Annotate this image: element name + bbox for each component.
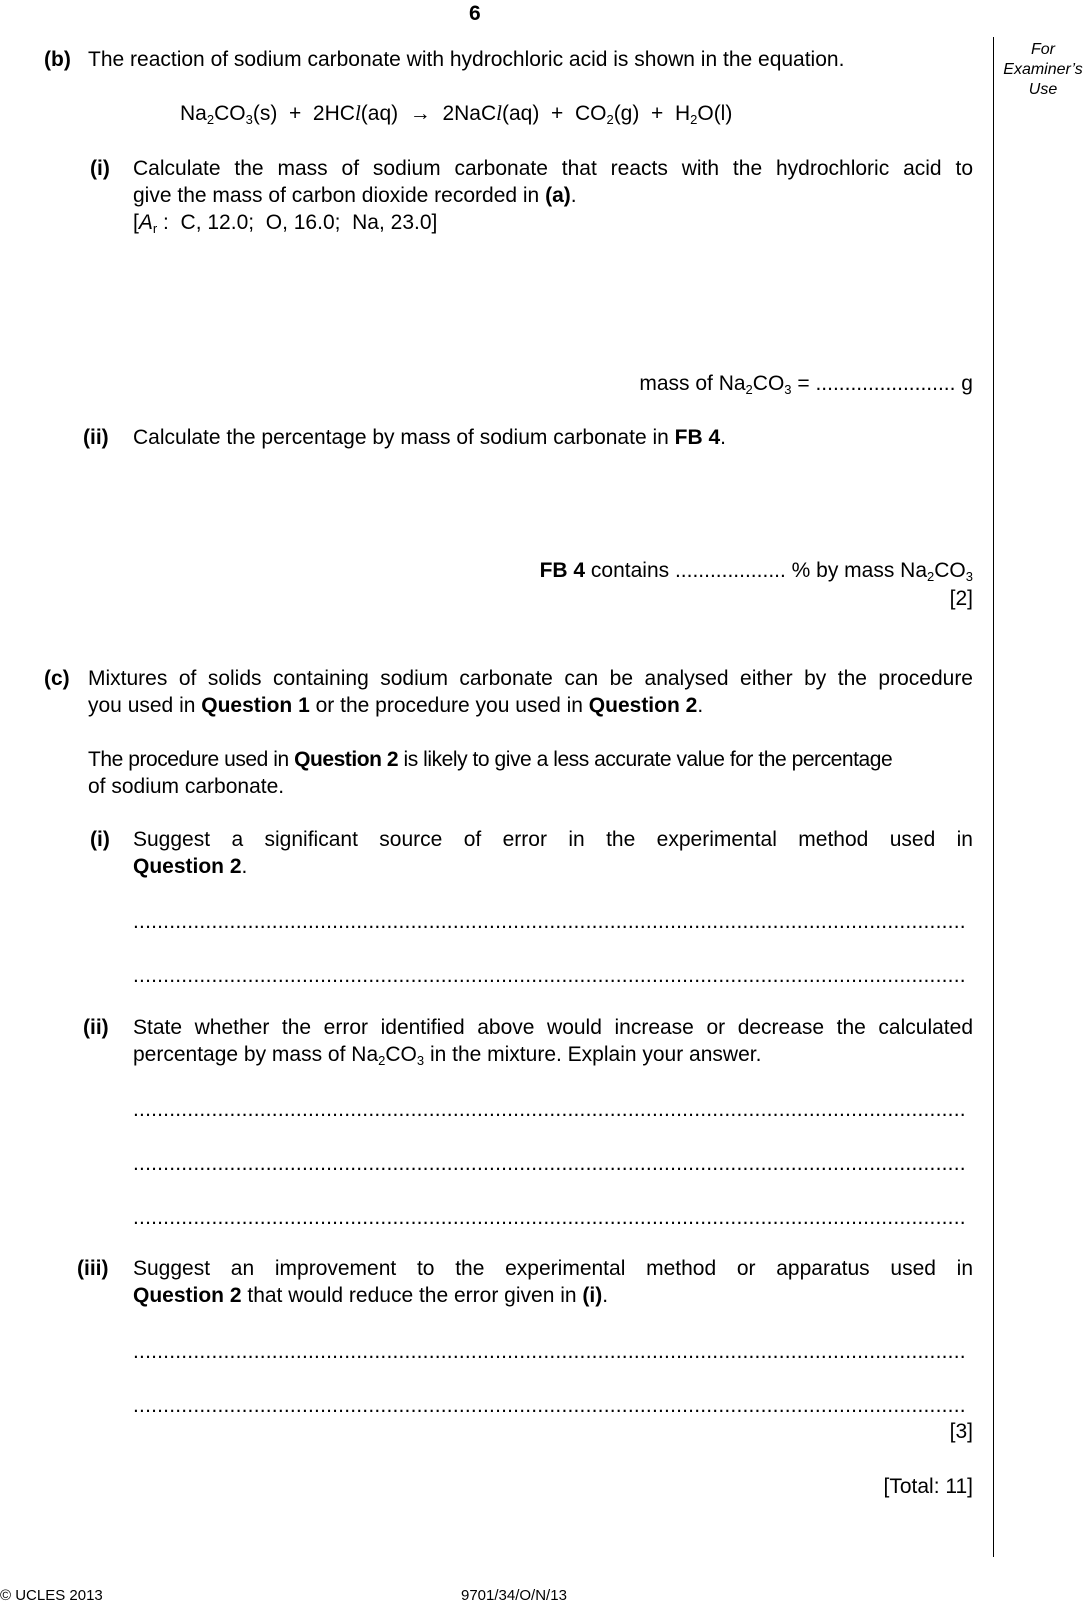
c-ii-answer-line-1[interactable]: ..........................................................................................................................................: [133, 1098, 966, 1121]
mass-answer-sub2: 3: [784, 382, 792, 397]
c-i-l2-b: .: [241, 855, 248, 878]
b-ii-text-bold: FB 4: [674, 426, 721, 449]
c-i-answer-line-1[interactable]: ..........................................................................................................................................: [133, 910, 966, 933]
c-p1-l2-bold1: Question 1: [201, 694, 310, 717]
c-ii-l2-b: CO: [385, 1043, 417, 1066]
part-b-i-line1: Calculate the mass of sodium carbonate that reacts with the hydrochloric acid to: [133, 157, 973, 180]
c-ii-answer-line-2[interactable]: ..........................................................................................................................................: [133, 1152, 966, 1175]
examiner-note-line3: Use: [1028, 81, 1058, 98]
b-ii-text-b: .: [720, 426, 727, 449]
question-total: [Total: 11]: [883, 1475, 973, 1498]
eq-t2: CO: [214, 102, 246, 125]
footer-copyright: © UCLES 2013: [0, 1587, 103, 1604]
part-b-intro: The reaction of sodium carbonate with hydrochloric acid is shown in the equation.: [88, 48, 845, 71]
pct-answer-sub1: 2: [927, 569, 935, 584]
part-c-i-label: (i): [90, 828, 110, 851]
eq-t6: (g) + H: [613, 102, 691, 125]
ar-open: [: [133, 211, 139, 234]
relative-atomic-masses: [133, 209, 437, 237]
footer-paper-code: 9701/34/O/N/13: [461, 1587, 567, 1604]
part-c-iii-label: (iii): [77, 1257, 109, 1280]
part-c-p1-line1: Mixtures of solids containing sodium carbonate can be analysed either by the procedure: [88, 667, 973, 690]
mass-answer-sub1: 2: [745, 382, 753, 397]
c-iii-l2-b: that would reduce the error given in: [241, 1284, 583, 1307]
c-p2-l1-b: is likely to give a less accurate value for the percentage: [398, 748, 893, 771]
part-c-ii-line2: [133, 1041, 761, 1069]
part-c-iii-line1: Suggest an improvement to the experimental method or apparatus used in: [133, 1257, 973, 1280]
reaction-equation: [180, 99, 732, 128]
eq-s3: 2: [606, 112, 614, 127]
examiner-use-note: [998, 40, 1088, 100]
pct-answer-a: contains ................... % by mass Na: [585, 559, 928, 582]
mass-answer-b: CO: [752, 372, 785, 395]
eq-t7: O(l): [697, 102, 733, 125]
part-b-i-label: (i): [90, 157, 110, 180]
part-c-label: (c): [44, 667, 70, 690]
part-b-i-line2: [133, 182, 577, 210]
c-ii-l2-c: in the mixture. Explain your answer.: [424, 1043, 762, 1066]
part-b-ii-label: (ii): [83, 426, 109, 449]
eq-ell2: l: [496, 101, 502, 125]
b-i-line2-b: .: [570, 184, 577, 207]
eq-t5: (aq) + CO: [502, 102, 607, 125]
eq-s2: 3: [245, 112, 253, 127]
c-ii-answer-line-3[interactable]: ..........................................................................................................................................: [133, 1206, 966, 1229]
pct-answer-b: CO: [934, 559, 966, 582]
c-iii-answer-line-2[interactable]: ..........................................................................................................................................: [133, 1394, 966, 1417]
part-c-i-line1: Suggest a significant source of error in the experimental method used in: [133, 828, 973, 851]
mass-answer-a: mass of Na: [639, 372, 746, 395]
part-c-ii-label: (ii): [83, 1016, 109, 1039]
part-b-marks: [2]: [949, 587, 973, 610]
examiner-margin-rule: [993, 37, 994, 1557]
part-b-ii-text: [133, 424, 726, 452]
b-i-line2-bold: (a): [545, 184, 571, 207]
eq-ell1: l: [354, 101, 361, 125]
c-p2-l1-a: The procedure used in: [88, 748, 295, 771]
c-ii-l2-sub2: 3: [416, 1053, 425, 1068]
c-i-answer-line-2[interactable]: ..........................................................................................................................................: [133, 964, 966, 987]
part-c-i-line2: [133, 853, 247, 881]
pct-answer-sub2: 3: [965, 569, 973, 584]
c-iii-l2-bold1: Question 2: [133, 1284, 242, 1307]
part-c-ii-line1: State whether the error identified above would increase or decrease the calculated: [133, 1016, 973, 1039]
c-iii-l2-bold2: (i): [582, 1284, 603, 1307]
eq-s4: 2: [690, 112, 698, 127]
mass-na2co3-answer-line[interactable]: [133, 370, 973, 398]
ar-symbol: A: [138, 211, 153, 234]
part-c-p2-line2: of sodium carbonate.: [88, 775, 285, 798]
percentage-answer-line[interactable]: [133, 557, 973, 585]
c-iii-answer-line-1[interactable]: ..........................................................................................................................................: [133, 1340, 966, 1363]
c-p1-l2-b: or the procedure you used in: [309, 694, 589, 717]
ar-sub: r: [152, 221, 158, 236]
part-c-iii-line2: [133, 1282, 608, 1310]
c-ii-l2-sub1: 2: [378, 1053, 386, 1068]
b-ii-text-a: Calculate the percentage by mass of sodium carbonate in: [133, 426, 675, 449]
c-p2-l1-bold: Question 2: [294, 748, 399, 771]
part-c-p1-line2: [88, 692, 703, 720]
part-b-label: (b): [44, 48, 71, 71]
eq-s1: 2: [206, 112, 215, 127]
examiner-note-line2: Examiner’s: [1003, 61, 1083, 78]
b-i-line2-a: give the mass of carbon dioxide recorded in: [133, 184, 546, 207]
c-i-l2-bold: Question 2: [133, 855, 242, 878]
c-ii-l2-a: percentage by mass of Na: [133, 1043, 379, 1066]
page-number: 6: [469, 2, 481, 25]
part-c-p2-line1: [88, 746, 973, 774]
examiner-note-line1: For: [1031, 41, 1055, 58]
ar-rest: : C, 12.0; O, 16.0; Na, 23.0]: [157, 211, 438, 234]
c-p1-l2-c: .: [697, 694, 704, 717]
eq-t3: (s) + 2HC: [252, 102, 355, 125]
c-p1-l2-bold2: Question 2: [588, 694, 698, 717]
c-iii-l2-c: .: [602, 1284, 609, 1307]
c-p1-l2-a: you used in: [88, 694, 202, 717]
part-c-marks: [3]: [949, 1420, 973, 1443]
eq-t1: Na: [180, 102, 207, 125]
pct-answer-bold: FB 4: [539, 559, 586, 582]
eq-t4: (aq) → 2NaC: [360, 102, 497, 125]
mass-answer-c: = ........................ g: [791, 372, 973, 395]
